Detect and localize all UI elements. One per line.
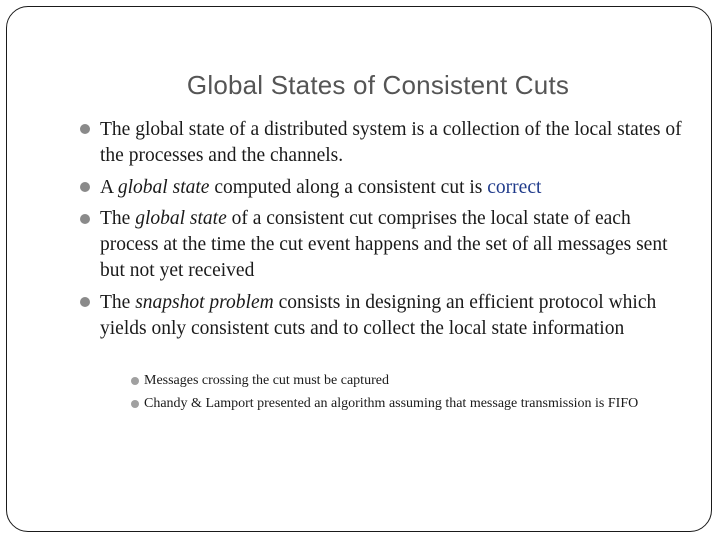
bullet-marker-icon: [80, 297, 90, 307]
bullet-emphasis: snapshot problem: [135, 292, 274, 313]
bullet-text: of a consistent cut comprises the local state of each process at the time the cut event happens and the set of all messages sent but not yet received: [100, 208, 668, 281]
sub-bullet-marker-icon: [131, 400, 139, 408]
bullet-emphasis: global state: [117, 177, 210, 198]
slide-title: Global States of Consistent Cuts: [186, 70, 570, 100]
bullet-text: The: [100, 208, 136, 229]
bullet-marker-icon: [80, 182, 90, 192]
bullet-text: A: [100, 177, 118, 198]
bullet-text: The: [100, 292, 136, 313]
sub-bullet-marker-icon: [131, 377, 139, 385]
sub-bullet-text: Messages crossing the cut must be captured: [144, 373, 389, 388]
bullet-item: [100, 206, 690, 284]
bullet-text: consists in designing an efficient protocol which yields only consistent cuts and to collect the local state information: [100, 292, 657, 339]
bullet-text: computed along a consistent cut is: [209, 177, 488, 198]
sub-bullet-item: [144, 372, 684, 389]
sub-bullet-text: Chandy & Lamport presented an algorithm assuming that message transmission is FIFO: [144, 396, 639, 411]
bullet-marker-icon: [80, 124, 90, 134]
sub-bullet-item: [144, 395, 684, 412]
bullet-item: [100, 175, 690, 201]
bullet-emphasis: global state: [135, 208, 227, 229]
bullet-marker-icon: [80, 214, 90, 224]
bullet-item: [100, 290, 690, 342]
bullet-item: [100, 117, 690, 169]
bullet-accent: correct: [487, 177, 542, 198]
bullet-text: The global state of a distributed system is a collection of the local states of the processes and the channels.: [100, 119, 682, 166]
